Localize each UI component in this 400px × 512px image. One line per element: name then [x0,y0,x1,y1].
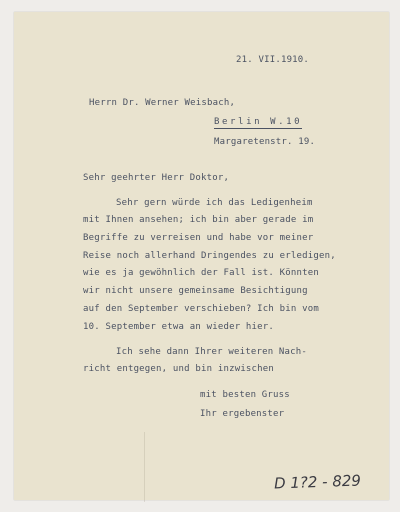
signoff: Ihr ergebenster [200,409,285,419]
body-line: wir nicht unsere gemeinsame Besichtigung [83,286,308,296]
body-line: wie es ja gewöhnlich der Fall ist. Könnten [83,268,319,278]
recipient-city-line [214,117,302,128]
archive-number-handwritten: D 1?2 - 829 [273,471,362,493]
recipient-city: Berlin W.10 [214,117,303,127]
body-line: auf den September verschieben? Ich bin vom [83,304,319,314]
closing-line: richt entgegen, und bin inzwischen [83,364,275,374]
recipient-name-line [89,98,235,109]
recipient-name: Herrn Dr. Werner Weisbach, [89,98,236,108]
regards: mit besten Gruss [200,390,290,400]
body-line: 10. September etwa an wieder hier. [83,322,275,332]
body-line: mit Ihnen ansehen; ich bin aber gerade im [83,215,314,225]
closing-line: Ich sehe dann Ihrer weiteren Nach- [116,347,308,357]
body-line: Begriffe zu verreisen und habe vor meiner [83,233,314,243]
body-line: Sehr gern würde ich das Ledigenheim [116,198,313,208]
body-line: Reise noch allerhand Dringendes zu erledigen, [83,251,336,261]
recipient-street: Margaretenstr. 19. [214,137,316,147]
paper-crease [144,432,145,502]
letter-date: 21. VII.1910. [236,55,310,65]
salutation: Sehr geehrter Herr Doktor, [83,173,230,183]
